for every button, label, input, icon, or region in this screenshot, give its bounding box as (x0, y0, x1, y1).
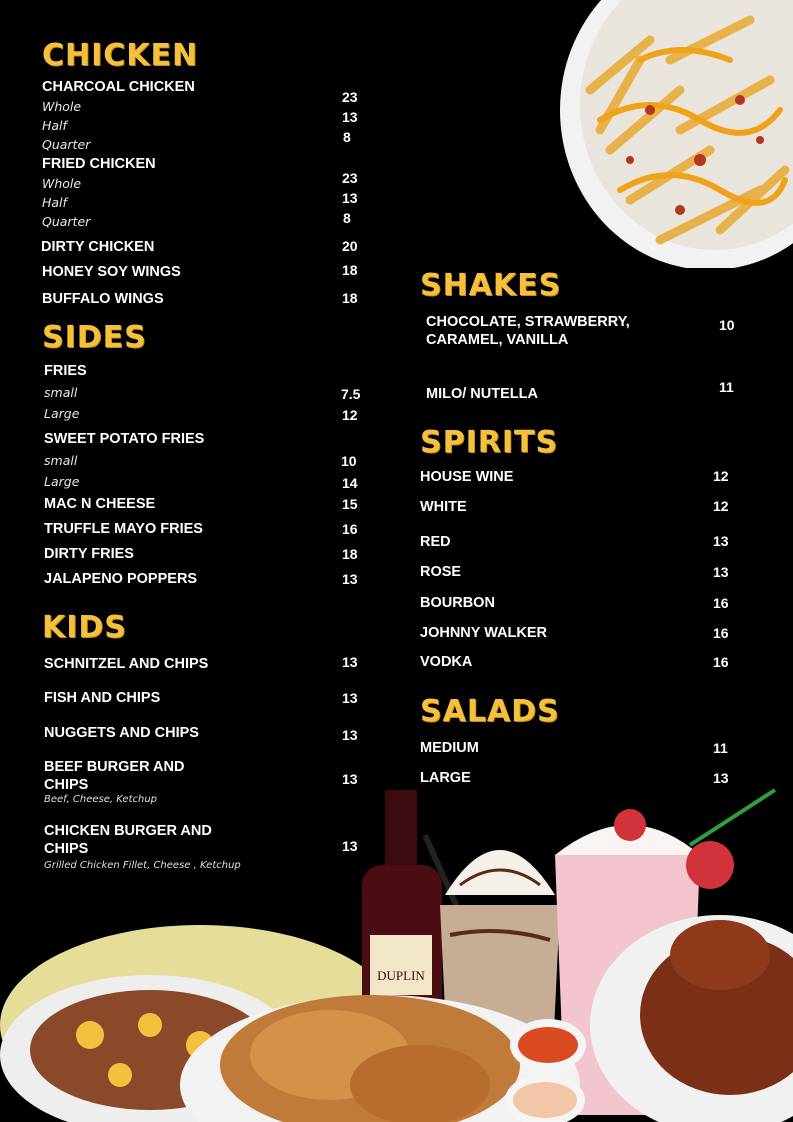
chicken-heading: CHICKEN (42, 38, 199, 73)
fries-large: Large (44, 406, 80, 421)
sides-heading: SIDES (42, 320, 147, 355)
bottle-label: DUPLIN (377, 968, 425, 983)
beef-burger-price: 13 (342, 771, 358, 787)
chicken-burger-note: Grilled Chicken Fillet, Cheese , Ketchup (44, 860, 241, 871)
fries: FRIES (44, 363, 87, 379)
nuggets-price: 13 (342, 727, 358, 743)
charcoal-quarter: Quarter (42, 137, 91, 152)
beef-burger-note: Beef, Cheese, Ketchup (44, 794, 158, 805)
dirty-fries-price: 18 (342, 546, 358, 562)
johnny-walker: JOHNNY WALKER (420, 625, 548, 641)
white-wine: WHITE (420, 499, 467, 515)
rose-wine: ROSE (420, 564, 462, 580)
red-wine: RED (420, 534, 451, 550)
mac-n-cheese-price: 15 (342, 496, 358, 512)
fried-quarter-price: 8 (343, 210, 351, 226)
nuggets-and-chips: NUGGETS AND CHIPS (44, 725, 199, 741)
salad-large-price: 13 (713, 770, 729, 786)
salad-large: LARGE (420, 770, 471, 786)
sweet-large: Large (44, 474, 80, 489)
dirty-fries: DIRTY FRIES (44, 546, 134, 562)
buffalo-wings-price: 18 (342, 290, 358, 306)
sweet-small: small (44, 453, 78, 468)
fries-small: small (44, 385, 78, 400)
sweet-small-price: 10 (341, 453, 357, 469)
shake-flavours: CHOCOLATE, STRAWBERRY, CARAMEL, VANILLA (426, 314, 630, 348)
sweet-potato-fries: SWEET POTATO FRIES (44, 431, 205, 447)
charcoal-half-price: 13 (342, 109, 358, 125)
kids-heading: KIDS (42, 610, 127, 645)
charcoal-whole: Whole (42, 99, 82, 114)
fried-quarter: Quarter (42, 214, 91, 229)
fries-large-price: 12 (342, 407, 358, 423)
chicken-burger-and-chips: CHICKEN BURGER AND CHIPS (44, 823, 212, 857)
truffle-mayo-fries-price: 16 (342, 521, 358, 537)
fried-whole-price: 23 (342, 170, 358, 186)
milo-nutella: MILO/ NUTELLA (426, 386, 538, 402)
honey-soy-wings: HONEY SOY WINGS (42, 264, 181, 280)
house-wine: HOUSE WINE (420, 469, 514, 485)
fries-small-price: 7.5 (341, 386, 361, 402)
beef-burger-and-chips: BEEF BURGER AND CHIPS (44, 759, 185, 793)
vodka-price: 16 (713, 654, 729, 670)
honey-soy-wings-price: 18 (342, 262, 358, 278)
fish-price: 13 (342, 690, 358, 706)
charcoal-half: Half (42, 118, 67, 133)
house-wine-price: 12 (713, 468, 729, 484)
bourbon-price: 16 (713, 595, 729, 611)
schnitzel-price: 13 (342, 654, 358, 670)
buffalo-wings: BUFFALO WINGS (42, 291, 164, 307)
dirty-chicken: DIRTY CHICKEN (41, 239, 155, 255)
charcoal-whole-price: 23 (342, 89, 358, 105)
rose-wine-price: 13 (713, 564, 729, 580)
fried-half: Half (42, 195, 67, 210)
salad-medium: MEDIUM (420, 740, 479, 756)
jalapeno-poppers-price: 13 (342, 571, 358, 587)
charcoal-quarter-price: 8 (343, 129, 351, 145)
loaded-fries-image (530, 0, 793, 268)
bourbon: BOURBON (420, 595, 495, 611)
charcoal-chicken: CHARCOAL CHICKEN (42, 79, 195, 95)
fried-chicken: FRIED CHICKEN (42, 156, 156, 172)
fried-whole: Whole (42, 176, 82, 191)
white-wine-price: 12 (713, 498, 729, 514)
jalapeno-poppers: JALAPENO POPPERS (44, 571, 198, 587)
salads-heading: SALADS (420, 694, 560, 729)
vodka: VODKA (420, 654, 473, 670)
red-wine-price: 13 (713, 533, 729, 549)
salad-medium-price: 11 (713, 740, 728, 756)
mac-n-cheese: MAC N CHEESE (44, 496, 156, 512)
truffle-mayo-fries: TRUFFLE MAYO FRIES (44, 521, 203, 537)
shakes-heading: SHAKES (420, 268, 562, 303)
schnitzel-and-chips: SCHNITZEL AND CHIPS (44, 656, 209, 672)
spirits-heading: SPIRITS (420, 425, 559, 460)
shake-flavours-price: 10 (719, 317, 735, 333)
dirty-chicken-price: 20 (342, 238, 358, 254)
chicken-burger-price: 13 (342, 838, 358, 854)
sweet-large-price: 14 (342, 475, 358, 491)
johnny-walker-price: 16 (713, 625, 729, 641)
milo-nutella-price: 11 (719, 379, 734, 395)
fried-half-price: 13 (342, 190, 358, 206)
fish-and-chips: FISH AND CHIPS (44, 690, 161, 706)
